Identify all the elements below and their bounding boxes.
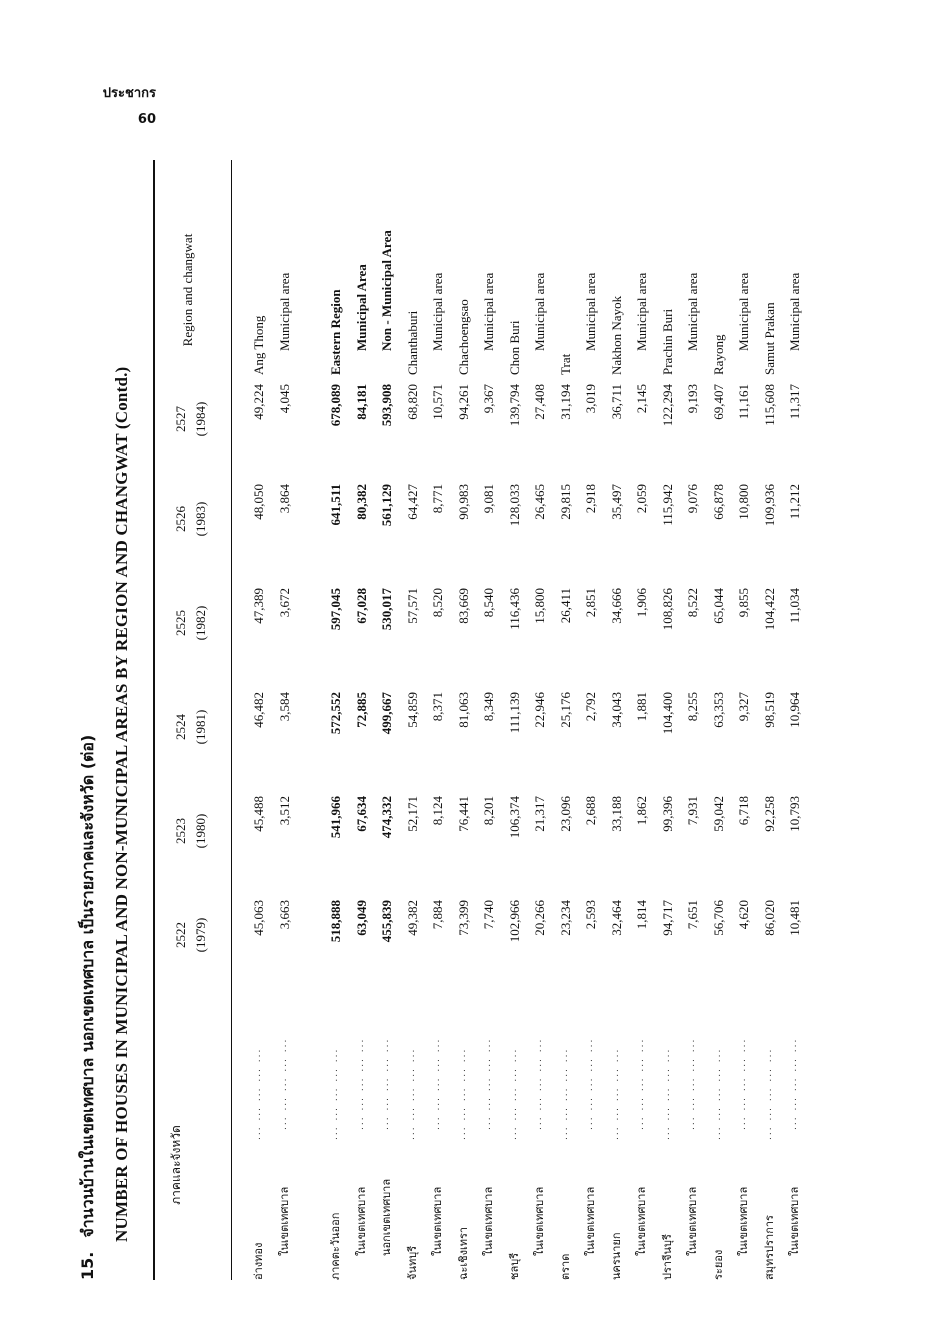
cell-value: 102,966 xyxy=(506,900,522,943)
cell-value: 8,201 xyxy=(481,796,496,826)
table-row xyxy=(731,120,756,1280)
row-label-thai: นครนายก xyxy=(609,1232,623,1280)
row-label-thai: ชลบุรี xyxy=(507,1252,521,1280)
leader-dots: ... ... ... ... ... xyxy=(687,1037,697,1130)
table-row xyxy=(425,120,450,1280)
leader-dots: ... ... ... ... ... xyxy=(636,1037,646,1130)
table-row xyxy=(655,120,680,1280)
leader-dots: ... ... ... ... ... xyxy=(763,1047,774,1140)
cell-value: 49,382 xyxy=(404,900,420,936)
cell-value: 26,465 xyxy=(532,484,547,520)
cell-value: 59,042 xyxy=(710,796,726,832)
cell-value: 36,711 xyxy=(608,384,624,420)
row-label-english: Nakhon Nayok xyxy=(608,295,624,375)
cell-value: 29,815 xyxy=(557,484,573,520)
row-label-thai: ในเขตเทศบาล xyxy=(584,1186,597,1256)
cell-value: 3,019 xyxy=(583,384,598,414)
cell-value: 26,411 xyxy=(557,588,573,624)
row-label-english: Non - Municipal Area xyxy=(379,230,394,351)
cell-value: 10,793 xyxy=(787,796,802,832)
row-label-english: Municipal area xyxy=(532,272,547,351)
page-number: 60 xyxy=(137,112,156,127)
year-be: 2522 xyxy=(173,922,188,948)
cell-value: 34,666 xyxy=(608,588,624,624)
leader-dots: ... ... ... ... ... xyxy=(534,1037,544,1130)
table-row xyxy=(629,120,654,1280)
cell-value: 139,794 xyxy=(506,384,522,427)
cell-value: 8,255 xyxy=(685,692,700,722)
table-row xyxy=(476,120,501,1280)
year-be: 2527 xyxy=(173,406,188,432)
row-label-english: Municipal area xyxy=(736,272,751,351)
year-be: 2523 xyxy=(173,818,188,844)
year-ce: (1983) xyxy=(193,501,208,537)
cell-value: 8,371 xyxy=(430,692,445,722)
cell-value: 128,033 xyxy=(506,484,522,527)
cell-value: 106,374 xyxy=(506,796,522,839)
cell-value: 104,400 xyxy=(659,692,675,735)
cell-value: 2,593 xyxy=(583,900,598,930)
row-label-english: Trat xyxy=(557,353,573,375)
row-label-thai: ในเขตเทศบาล xyxy=(482,1186,495,1256)
cell-value: 23,096 xyxy=(557,796,573,832)
cell-value: 27,408 xyxy=(532,384,547,420)
cell-value: 81,063 xyxy=(455,692,471,728)
cell-value: 11,317 xyxy=(787,384,802,420)
rotated-table-block xyxy=(56,55,846,1280)
table-row xyxy=(400,120,425,1280)
cell-value: 31,194 xyxy=(557,384,573,420)
cell-value: 641,511 xyxy=(328,484,343,526)
cell-value: 109,936 xyxy=(761,484,777,527)
cell-value: 2,145 xyxy=(634,384,649,414)
cell-value: 1,814 xyxy=(634,900,649,930)
cell-value: 4,045 xyxy=(276,384,292,414)
cell-value: 83,669 xyxy=(455,588,471,624)
cell-value: 45,063 xyxy=(251,900,266,936)
cell-value: 6,718 xyxy=(736,796,751,826)
cell-value: 90,983 xyxy=(455,484,471,520)
cell-value: 21,317 xyxy=(532,796,547,832)
table-title-thai-text: จำนวนบ้านในเขตเทศบาล นอกเขตเทศบาล เป็นรายภาคและจังหวัด (ต่อ) xyxy=(78,734,97,1238)
cell-value: 10,964 xyxy=(787,692,802,728)
cell-value: 52,171 xyxy=(404,796,420,832)
table-row xyxy=(553,120,578,1280)
table-row xyxy=(349,120,374,1280)
table-row xyxy=(374,120,399,1280)
row-label-english: Chanthaburi xyxy=(404,310,420,375)
cell-value: 572,552 xyxy=(328,692,343,735)
cell-value: 57,571 xyxy=(404,588,420,624)
cell-value: 67,028 xyxy=(353,588,369,624)
cell-value: 499,667 xyxy=(379,692,394,735)
row-label-thai: สมุทรปราการ xyxy=(762,1215,776,1280)
cell-value: 474,332 xyxy=(379,796,394,839)
cell-value: 86,020 xyxy=(761,900,777,936)
cell-value: 63,049 xyxy=(353,900,369,936)
table-row xyxy=(604,120,629,1280)
column-header-english: Region and changwat xyxy=(180,233,195,347)
cell-value: 73,399 xyxy=(455,900,471,936)
cell-value: 10,481 xyxy=(787,900,802,936)
row-label-thai: อ่างทอง xyxy=(252,1242,265,1280)
cell-value: 67,634 xyxy=(353,796,369,832)
cell-value: 54,859 xyxy=(404,692,420,728)
cell-value: 9,327 xyxy=(736,692,751,722)
row-label-english: Samut Prakan xyxy=(761,302,777,375)
cell-value: 1,881 xyxy=(634,692,649,722)
table-row xyxy=(706,120,731,1280)
cell-value: 47,389 xyxy=(251,588,266,624)
cell-value: 3,512 xyxy=(276,796,292,826)
cell-value: 46,482 xyxy=(251,692,266,728)
cell-value: 541,966 xyxy=(328,796,343,839)
cell-value: 3,584 xyxy=(276,692,292,722)
leader-dots: ... ... ... ... ... xyxy=(738,1037,748,1130)
cell-value: 8,771 xyxy=(430,484,445,514)
table-number: 15. xyxy=(78,1251,97,1280)
cell-value: 92,258 xyxy=(761,796,777,832)
cell-value: 48,050 xyxy=(251,484,266,520)
table-header-rule xyxy=(231,160,232,1280)
cell-value: 11,212 xyxy=(787,484,802,520)
leader-dots: ... ... ... ... ... xyxy=(508,1047,519,1140)
cell-value: 8,124 xyxy=(430,796,445,826)
row-label-thai: ภาคตะวันออก xyxy=(329,1212,342,1280)
leader-dots: ... ... ... ... ... xyxy=(253,1047,263,1140)
cell-value: 32,464 xyxy=(608,900,624,936)
cell-value: 76,441 xyxy=(455,796,471,832)
table-row xyxy=(578,120,603,1280)
cell-value: 2,688 xyxy=(583,796,598,826)
cell-value: 98,519 xyxy=(761,692,777,728)
table-row xyxy=(323,120,348,1280)
cell-value: 518,888 xyxy=(328,900,343,943)
cell-value: 68,820 xyxy=(404,384,420,420)
cell-value: 69,407 xyxy=(710,384,726,420)
cell-value: 9,855 xyxy=(736,588,751,618)
cell-value: 94,261 xyxy=(455,384,471,420)
row-label-english: Municipal area xyxy=(685,272,700,351)
row-label-english: Prachin Buri xyxy=(659,308,675,375)
table-row xyxy=(502,120,527,1280)
year-be: 2524 xyxy=(173,714,188,740)
leader-dots: ... ... ... ... ... xyxy=(610,1047,621,1140)
row-label-thai: ในเขตเทศบาล xyxy=(431,1186,444,1256)
row-label-english: Ang Thong xyxy=(251,315,266,375)
cell-value: 64,427 xyxy=(404,484,420,520)
cell-value: 7,740 xyxy=(481,900,496,930)
cell-value: 1,906 xyxy=(634,588,649,618)
cell-value: 94,717 xyxy=(659,900,675,936)
cell-value: 11,161 xyxy=(736,384,751,420)
row-label-english: Municipal area xyxy=(583,272,598,351)
cell-value: 8,540 xyxy=(481,588,496,618)
cell-value: 10,800 xyxy=(736,484,751,520)
cell-value: 3,864 xyxy=(276,484,292,514)
table-row xyxy=(782,120,807,1280)
cell-value: 11,034 xyxy=(787,588,802,624)
row-label-thai: นอกเขตเทศบาล xyxy=(380,1178,393,1256)
cell-value: 35,497 xyxy=(608,484,624,520)
cell-value: 25,176 xyxy=(557,692,573,728)
cell-value: 8,522 xyxy=(685,588,700,618)
cell-value: 56,706 xyxy=(710,900,726,936)
row-label-thai: ในเขตเทศบาล xyxy=(788,1186,801,1256)
cell-value: 45,488 xyxy=(251,796,266,832)
cell-value: 9,081 xyxy=(481,484,496,514)
leader-dots: ... ... ... ... ... xyxy=(381,1037,391,1130)
cell-value: 9,193 xyxy=(685,384,700,414)
leader-dots: ... ... ... ... ... xyxy=(330,1047,340,1140)
cell-value: 84,181 xyxy=(353,384,369,420)
row-label-english: Chachoengsao xyxy=(455,299,471,375)
cell-value: 115,608 xyxy=(761,384,777,426)
table-row xyxy=(680,120,705,1280)
leader-dots: ... ... ... ... ... xyxy=(406,1047,417,1140)
leader-dots: ... ... ... ... ... xyxy=(559,1047,570,1140)
cell-value: 455,839 xyxy=(379,900,394,943)
cell-value: 34,043 xyxy=(608,692,624,728)
year-be: 2525 xyxy=(173,610,188,636)
cell-value: 9,367 xyxy=(481,384,496,414)
cell-value: 597,045 xyxy=(328,588,343,631)
row-label-thai: ในเขตเทศบาล xyxy=(737,1186,750,1256)
leader-dots: ... ... ... ... ... xyxy=(355,1037,366,1130)
row-label-english: Municipal Area xyxy=(353,264,369,351)
cell-value: 1,862 xyxy=(634,796,649,826)
cell-value: 63,353 xyxy=(710,692,726,728)
table-row xyxy=(272,120,297,1280)
row-label-english: Eastern Region xyxy=(328,289,343,375)
cell-value: 65,044 xyxy=(710,588,726,624)
row-label-english: Municipal area xyxy=(481,272,496,351)
cell-value: 7,931 xyxy=(685,796,700,826)
row-label-english: Municipal area xyxy=(430,272,445,351)
cell-value: 33,188 xyxy=(608,796,624,832)
table-title-thai xyxy=(76,735,101,1280)
cell-value: 2,918 xyxy=(583,484,598,514)
year-ce: (1982) xyxy=(193,605,208,641)
row-label-thai: ในเขตเทศบาล xyxy=(635,1186,648,1256)
table-row xyxy=(757,120,782,1280)
row-label-thai: ฉะเชิงเทรา xyxy=(456,1226,470,1280)
row-label-english: Municipal area xyxy=(787,272,802,351)
cell-value: 7,651 xyxy=(685,900,700,930)
leader-dots: ... ... ... ... ... xyxy=(278,1037,289,1130)
cell-value: 23,234 xyxy=(557,900,573,936)
row-label-thai: จันทบุรี xyxy=(405,1245,419,1280)
column-header-thai: ภาคและจังหวัด xyxy=(169,1125,183,1205)
row-label-thai: ปราจีนบุรี xyxy=(660,1234,674,1280)
cell-value: 3,672 xyxy=(276,588,292,618)
row-label-thai: ในเขตเทศบาล xyxy=(354,1186,368,1256)
cell-value: 530,017 xyxy=(379,588,394,631)
year-header xyxy=(171,895,211,975)
row-label-thai: ในเขตเทศบาล xyxy=(533,1186,546,1256)
cell-value: 49,224 xyxy=(251,384,266,420)
year-ce: (1984) xyxy=(193,401,208,437)
cell-value: 111,139 xyxy=(506,692,522,734)
cell-value: 7,884 xyxy=(430,900,445,930)
year-header xyxy=(171,379,211,459)
row-label-english: Chon Buri xyxy=(506,320,522,375)
table-row xyxy=(451,120,476,1280)
cell-value: 8,520 xyxy=(430,588,445,618)
year-ce: (1981) xyxy=(193,709,208,745)
cell-value: 8,349 xyxy=(481,692,496,722)
cell-value: 99,396 xyxy=(659,796,675,832)
cell-value: 3,663 xyxy=(276,900,292,930)
cell-value: 9,076 xyxy=(685,484,700,514)
table-row xyxy=(246,120,271,1280)
cell-value: 116,436 xyxy=(506,588,522,630)
cell-value: 561,129 xyxy=(379,484,394,527)
cell-value: 2,059 xyxy=(634,484,649,514)
leader-dots: ... ... ... ... ... xyxy=(483,1037,493,1130)
cell-value: 80,382 xyxy=(353,484,369,520)
cell-value: 22,946 xyxy=(532,692,547,728)
cell-value: 678,089 xyxy=(328,384,343,427)
year-header xyxy=(171,791,211,871)
year-header xyxy=(171,479,211,559)
leader-dots: ... ... ... ... ... xyxy=(457,1047,468,1140)
row-label-thai: ระยอง xyxy=(711,1249,725,1280)
cell-value: 72,885 xyxy=(353,692,369,728)
row-label-thai: ในเขตเทศบาล xyxy=(686,1186,699,1256)
year-header xyxy=(171,687,211,767)
cell-value: 2,792 xyxy=(583,692,598,722)
cell-value: 122,294 xyxy=(659,384,675,427)
cell-value: 20,266 xyxy=(532,900,547,936)
running-header-title: ประชากร xyxy=(102,86,156,101)
row-label-english: Municipal area xyxy=(276,272,292,351)
row-label-english: Rayong xyxy=(710,334,726,375)
table-top-rule xyxy=(153,160,155,1280)
cell-value: 108,826 xyxy=(659,588,675,631)
leader-dots: ... ... ... ... ... xyxy=(661,1047,672,1140)
row-label-thai: ตราด xyxy=(558,1253,572,1280)
cell-value: 115,942 xyxy=(659,484,675,526)
row-label-english: Municipal area xyxy=(634,272,649,351)
row-label-thai: ในเขตเทศบาล xyxy=(277,1186,291,1256)
year-ce: (1979) xyxy=(193,917,208,953)
cell-value: 593,908 xyxy=(379,384,394,427)
leader-dots: ... ... ... ... ... xyxy=(432,1037,442,1130)
year-header xyxy=(171,583,211,663)
cell-value: 66,878 xyxy=(710,484,726,520)
table-title-english: NUMBER OF HOUSES IN MUNICIPAL AND NON-MUNICIPAL AREAS BY REGION AND CHANGWAT (Contd.) xyxy=(112,366,131,1242)
leader-dots: ... ... ... ... ... xyxy=(585,1037,595,1130)
leader-dots: ... ... ... ... ... xyxy=(712,1047,723,1140)
cell-value: 104,422 xyxy=(761,588,777,631)
leader-dots: ... ... ... ... ... xyxy=(789,1037,799,1130)
cell-value: 15,800 xyxy=(532,588,547,624)
cell-value: 10,571 xyxy=(430,384,445,420)
year-be: 2526 xyxy=(173,506,188,532)
table-row xyxy=(527,120,552,1280)
year-ce: (1980) xyxy=(193,813,208,849)
cell-value: 2,851 xyxy=(583,588,598,618)
cell-value: 4,620 xyxy=(736,900,751,930)
